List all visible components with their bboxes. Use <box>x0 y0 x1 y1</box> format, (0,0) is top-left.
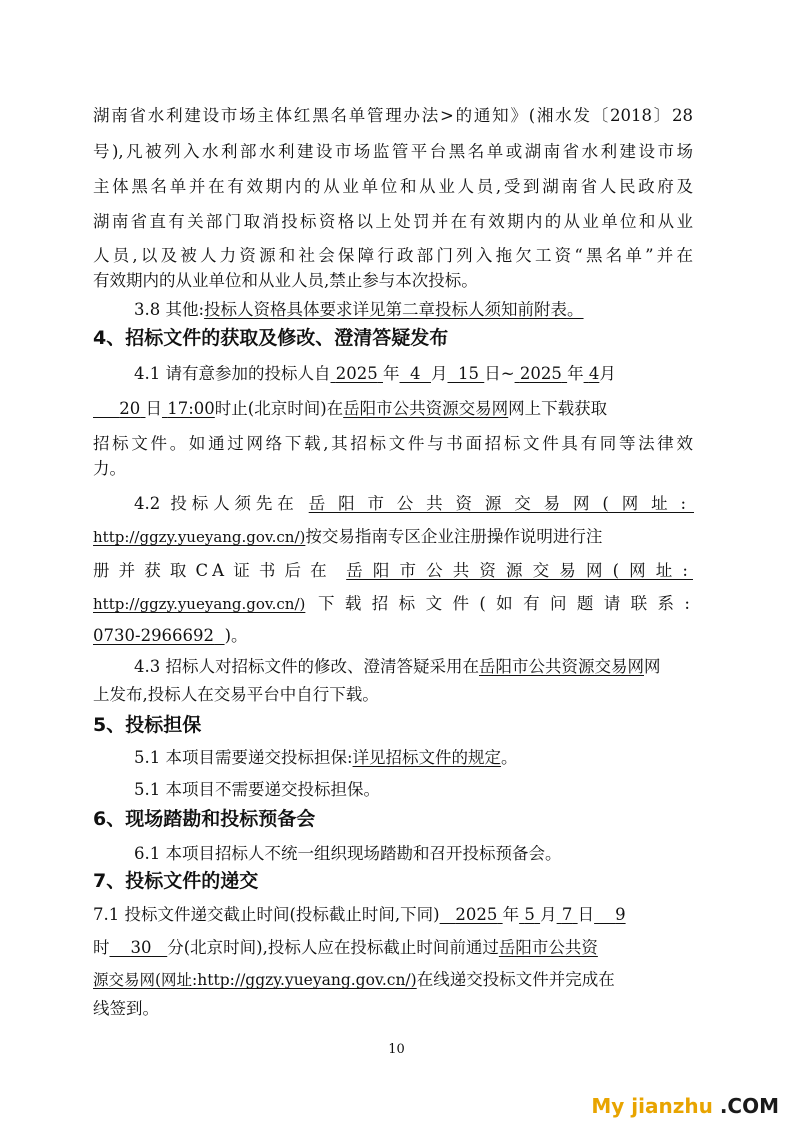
end-month: 4 <box>588 364 600 383</box>
url-link[interactable]: http://ggzy.yueyang.gov.cn/) <box>93 528 306 546</box>
year-label: 年 <box>383 364 400 383</box>
end-time: 17:00 <box>167 399 215 418</box>
clause-4-1-text: 网上下载获取 <box>508 399 608 418</box>
clause-7-1-text: 7.1 投标文件递交截止时间(投标截止时间,下同) <box>93 905 440 924</box>
section-7-heading: 7、投标文件的递交 <box>93 870 259 892</box>
body-line: 人员,以及被人力资源和社会保障行政部门列入拖欠工资“黑名单”并在 <box>93 246 693 265</box>
hour-label: 时 <box>93 938 110 957</box>
body-line: 号),凡被列入水利部水利建设市场监管平台黑名单或湖南省水利建设市场 <box>93 142 693 161</box>
clause-4-2-line4 <box>93 593 693 615</box>
section-5-heading: 5、投标担保 <box>93 714 202 736</box>
clause-7-1-text: 在线递交投标文件并完成在 <box>416 970 615 989</box>
site-link[interactable]: 岳阳市公共资源交易网(网址: <box>308 494 694 513</box>
clause-4-1-line3: 招标文件。如通过网络下载,其招标文件与书面招标文件具有同等法律效 <box>93 434 693 453</box>
clause-4-1-line1 <box>134 363 734 385</box>
deadline-year: 2025 <box>455 905 498 924</box>
clause-4-3-line2: 上发布,投标人在交易平台中自行下载。 <box>93 685 379 704</box>
clause-4-2-text: 册并获取CA证书后在 <box>93 561 336 580</box>
clause-5-1-required <box>134 747 694 769</box>
contact-phone: 0730-2966692 <box>93 626 215 645</box>
clause-4-2-text: 4.2 投标人须先在 <box>134 494 299 513</box>
day-label: 日 <box>145 399 162 418</box>
clause-5-1-text: 5.1 本项目需要递交投标担保: <box>134 748 353 767</box>
site-link[interactable]: 岳阳市公共资 <box>498 938 598 957</box>
deadline-month: 5 <box>524 905 535 924</box>
clause-4-2-text: )。 <box>224 626 248 645</box>
section-4-heading: 4、招标文件的获取及修改、澄清答疑发布 <box>93 327 449 349</box>
end-year: 2025 <box>519 364 562 383</box>
clause-7-1-line2 <box>93 937 693 959</box>
clause-7-1-line3 <box>93 969 693 991</box>
body-line: 有效期内的从业单位和从业人员,禁止参与本次投标。 <box>93 271 478 290</box>
clause-4-2-line2 <box>93 526 693 548</box>
clause-4-2-line5 <box>93 625 693 647</box>
clause-4-2-text: 按交易指南专区企业注册操作说明进行注 <box>305 527 603 546</box>
watermark-part2: .COM <box>719 1094 779 1118</box>
clause-3-8-label: 3.8 其他: <box>134 300 205 319</box>
section-6-heading: 6、现场踏勘和投标预备会 <box>93 808 316 830</box>
page-number: 10 <box>388 1042 405 1057</box>
url-link[interactable]: http://ggzy.yueyang.gov.cn/) <box>93 595 306 613</box>
clause-4-1-line4: 力。 <box>93 459 126 478</box>
body-line: 主体黑名单并在有效期内的从业单位和从业人员,受到湖南省人民政府及 <box>93 177 693 196</box>
clause-4-1-text: 时止(北京时间)在 <box>214 399 344 418</box>
year-label: 年 <box>567 364 584 383</box>
site-link[interactable]: 源交易网(网址:http://ggzy.yueyang.gov.cn/) <box>93 971 417 989</box>
month-label: 月 <box>431 364 448 383</box>
clause-4-1-line2 <box>93 398 693 420</box>
site-link[interactable]: 岳阳市公共资源交易网(网址: <box>346 561 693 580</box>
clause-4-2-line3 <box>93 560 693 582</box>
clause-3-8-value: 投标人资格具体要求详见第二章投标人须知前附表。 <box>204 300 584 319</box>
watermark-logo <box>591 1094 779 1118</box>
year-label: 年 <box>502 905 520 924</box>
clause-4-3-text: 4.3 招标人对招标文件的修改、澄清答疑采用在 <box>134 657 479 676</box>
site-link[interactable]: 岳阳市公共资源交易网 <box>479 657 644 676</box>
clause-4-2-text: 下载招标文件(如有问题请联系: <box>318 594 693 613</box>
body-line: 湖南省水利建设市场主体红黑名单管理办法>的通知》(湘水发〔2018〕28 <box>93 106 693 125</box>
day-to-label: 日~ <box>484 364 515 383</box>
clause-7-1-text: 分(北京时间),投标人应在投标截止时间前通过 <box>167 938 499 957</box>
site-link[interactable]: 岳阳市公共资源交易网 <box>343 399 509 418</box>
clause-4-3-line1 <box>134 656 694 678</box>
start-day: 15 <box>458 364 479 383</box>
clause-3-8 <box>134 299 694 321</box>
clause-4-1-text: 4.1 请有意参加的投标人自 <box>134 364 331 383</box>
clause-4-3-text: 网 <box>644 657 661 676</box>
start-month: 4 <box>410 364 421 383</box>
clause-7-1-line4: 线签到。 <box>93 999 159 1018</box>
clause-7-1-line1 <box>93 904 693 926</box>
clause-6-1: 6.1 本项目招标人不统一组织现场踏勘和召开投标预备会。 <box>134 844 562 863</box>
clause-5-1-text: 。 <box>501 748 518 767</box>
clause-4-2-line1 <box>134 493 694 515</box>
clause-5-1-value: 详见招标文件的规定 <box>352 748 502 767</box>
watermark-part1: My jianzhu <box>591 1094 713 1118</box>
end-day: 20 <box>119 399 141 418</box>
deadline-minute: 30 <box>130 938 152 957</box>
month-label: 月 <box>540 905 557 924</box>
deadline-day: 7 <box>561 905 573 924</box>
body-line: 湖南省直有关部门取消投标资格以上处罚并在有效期内的从业单位和从业 <box>93 212 693 231</box>
deadline-hour: 9 <box>615 905 626 924</box>
start-year: 2025 <box>335 364 378 383</box>
day-label: 日 <box>577 905 595 924</box>
month-label: 月 <box>599 364 616 383</box>
clause-5-1-not-required: 5.1 本项目不需要递交投标担保。 <box>134 780 380 799</box>
